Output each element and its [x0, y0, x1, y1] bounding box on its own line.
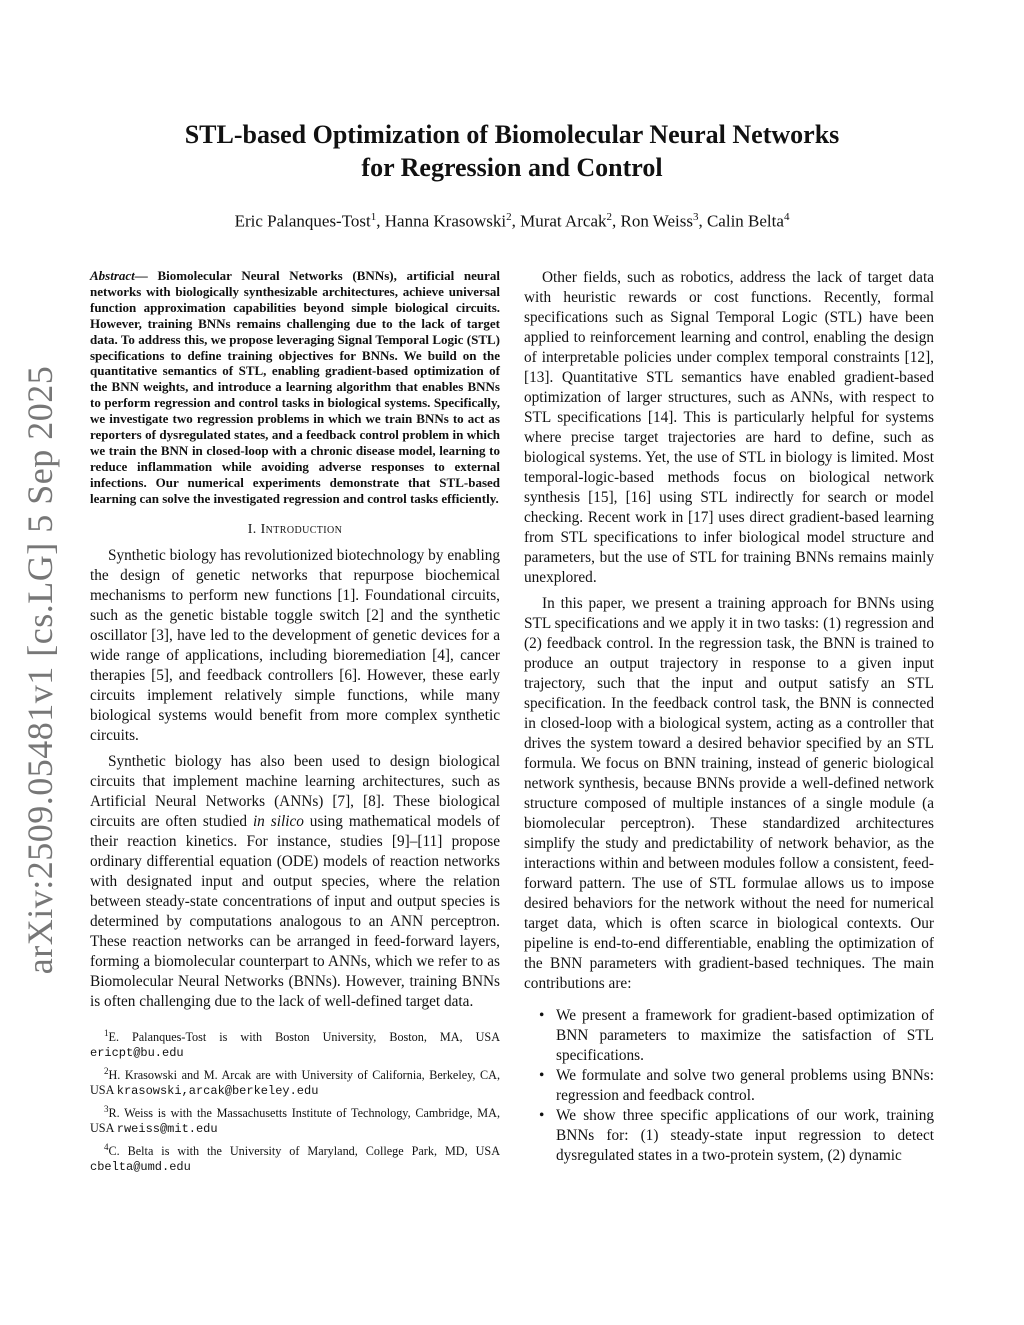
- footnote-number: 2: [104, 1065, 109, 1076]
- footnote-email: ericpt@bu.edu: [90, 1046, 184, 1061]
- footnote-number: 4: [104, 1141, 109, 1152]
- title-line-1: STL-based Optimization of Biomolecular Neural Networks: [184, 120, 840, 149]
- author-affiliation: 2: [506, 211, 512, 223]
- author-affiliation: 2: [606, 211, 612, 223]
- contributions-list: [524, 1006, 934, 1166]
- author-separator: ,: [698, 211, 707, 231]
- intro-paragraph-3: Other fields, such as robotics, address the lack of target data with heuristic rewards or cost functions. Recently, formal specifications such as Signal Temporal Logic (STL) have been applied to reinforcement learning and control, enabling the design of interpretable policies under complex temporal constraints [12], [13]. Quantitative STL semantics have enabled gradient-based optimization of larger structures, such as ANNs, with respect to STL specifications [14]. This is particularly helpful for systems where precise target trajectories are hard to define, such as biological systems. Yet, the use of STL in biology is limited. Most temporal-logic-based methods focus on biological network synthesis [15], [16] using STL indirectly for search or model checking. Recent work in [17] uses direct gradient-based learning from STL specifications to infer biological model structure and parameters, but the use of STL for training BNNs remains mainly unexplored.: [524, 269, 934, 586]
- emphasis-text: in silico: [252, 812, 304, 830]
- footnote-email: cbelta@umd.edu: [90, 1160, 191, 1175]
- section-title: Introduction: [260, 521, 343, 537]
- footnote-email: rweiss@mit.edu: [116, 1122, 218, 1137]
- left-column: [90, 268, 500, 1178]
- author-affiliation: 1: [370, 211, 377, 223]
- author-separator: ,: [612, 211, 621, 231]
- footnote: [90, 1026, 500, 1062]
- footnote-number: 1: [104, 1027, 109, 1038]
- footnote-text: C. Belta is with the University of Maryland, College Park, MD, USA: [108, 1143, 500, 1158]
- author-list: [100, 211, 924, 232]
- intro-paragraph-4: In this paper, we present a training approach for BNNs using STL specifications and we apply it in two tasks: (1) regression and (2) feedback control. In the regression task, the BNN is trained to produce an output trajectory in response to a given input trajectory, such that the input and output satisfy an STL specification. In the feedback control task, the BNN is connected in closed-loop with a biological system, acting as a controller that drives the system toward a desired behavior specified by an STL formula. We focus on BNN training, instead of generic biological network synthesis, because BNNs provide a well-defined network structure composed of multiple instances of a single module (a biomolecular perceptron). These standardized architectures simplify the study and predictability of network behavior, as the interactions within and between modules follow a consistent, feed-forward pattern. The use of STL formulae allows us to impose desired behaviors for the network without the need for numerical target data, which is often scarce in biological contexts. Our pipeline is end-to-end differentiable, enabling the optimization of the BNN parameters with gradient-based techniques. The main contributions are:: [524, 595, 934, 992]
- intro-paragraph-1: Synthetic biology has revolutionized biotechnology by enabling the design of genetic networks that repurpose biochemical mechanisms to perform new functions [1]. Foundational circuits, such as the genetic bistable toggle switch [2] and the synthetic oscillator [3], have led to the development of genetic devices for a wide range of applications, including bioremediation [4], cancer therapies [5], and feedback controllers [6]. However, these early circuits implement relatively simple functions, while many biological systems would benefit from more complex synthetic circuits.: [90, 546, 500, 744]
- footnote: [90, 1102, 500, 1138]
- footnote-text: E. Palanques-Tost is with Boston University, Boston, MA, USA: [108, 1029, 500, 1044]
- abstract-text: Biomolecular Neural Networks (BNNs), artificial neural networks with biologically synthesizable architectures, achieve universal function approximation capabilities beyond simple biological circuits. However, training BNNs remains challenging due to the lack of target data. To address this, we propose leveraging Signal Temporal Logic (STL) specifications to define training objectives for BNNs. We build on the quantitative semantics of STL, enabling gradient-based optimization of the BNN weights, and introduce a learning algorithm that enables BNNs to perform regression and control tasks in biological systems. Specifically, we investigate two regression problems in which we train BNNs to act as reporters of dysregulated states, and a feedback control problem in which we train the BNN in closed-loop with a chronic disease model, learning to reduce inflammation while avoiding adverse responses to external infections. Our numerical experiments demonstrate that STL-based learning can solve the investigated regression and control tasks efficiently.: [90, 268, 500, 506]
- abstract-label: Abstract: [90, 268, 135, 283]
- author-name: Murat Arcak: [520, 211, 607, 231]
- list-item: • We present a framework for gradient-based optimization of BNN parameters to maximize the satisfaction of STL specifications.: [556, 1006, 934, 1066]
- title-line-2: for Regression and Control: [361, 153, 663, 182]
- author-name: Eric Palanques-Tost: [234, 211, 371, 231]
- section-number: I.: [247, 521, 261, 537]
- paper-title: [120, 118, 904, 184]
- affiliation-footnotes: [90, 1026, 500, 1176]
- footnote-text: H. Krasowski and M. Arcak are with University of California, Berkeley, CA, USA: [90, 1067, 500, 1098]
- author-separator: ,: [376, 211, 385, 231]
- author-affiliation: 4: [783, 211, 790, 223]
- author-name: Ron Weiss: [620, 211, 693, 231]
- right-column: [524, 268, 934, 1166]
- footnote-text: R. Weiss is with the Massachusetts Institute of Technology, Cambridge, MA, USA: [90, 1105, 500, 1136]
- paragraph-text: using mathematical models of their reaction kinetics. For instance, studies [9]–[11] propose ordinary differential equation (ODE) models of reaction networks with designated input and output species, where the relation between steady-state concentrations of input and output species is determined by computations analogous to an ANN perceptron. These reaction networks can be arranged in feed-forward layers, forming a biomolecular counterpart to ANNs, which we refer to as Biomolecular Neural Networks (BNNs). However, training BNNs is often challenging due to the lack of well-defined target data.: [90, 812, 500, 1010]
- author-affiliation: 3: [692, 211, 699, 223]
- intro-paragraph-2: [90, 752, 500, 1012]
- abstract: [90, 268, 500, 507]
- footnote-number: 3: [104, 1103, 109, 1114]
- section-heading-introduction: [90, 520, 500, 540]
- list-item: • We formulate and solve two general problems using BNNs: regression and feedback control.: [556, 1066, 934, 1106]
- author-name: Calin Belta: [706, 211, 784, 231]
- footnote: [90, 1140, 500, 1176]
- footnote-email: krasowski,arcak@berkeley.edu: [116, 1084, 319, 1099]
- author-name: Hanna Krasowski: [384, 211, 507, 231]
- list-item: • We show three specific applications of our work, training BNNs for: (1) steady-state input regression to detect dysregulated states in a two-protein system, (2) dynamic: [556, 1106, 934, 1166]
- author-separator: ,: [511, 211, 521, 231]
- abstract-dash: —: [134, 268, 158, 283]
- footnote: [90, 1064, 500, 1100]
- arxiv-identifier-text: arXiv:2509.05481v1 [cs.LG] 5 Sep 2025: [20, 365, 60, 975]
- paragraph-text: Synthetic biology has also been used to design biological circuits that implement machine learning architectures, such as Artificial Neural Networks (ANNs) [7], [8]. These biological circuits are often studied: [90, 752, 500, 830]
- arxiv-identifier-stamp: [10, 365, 70, 975]
